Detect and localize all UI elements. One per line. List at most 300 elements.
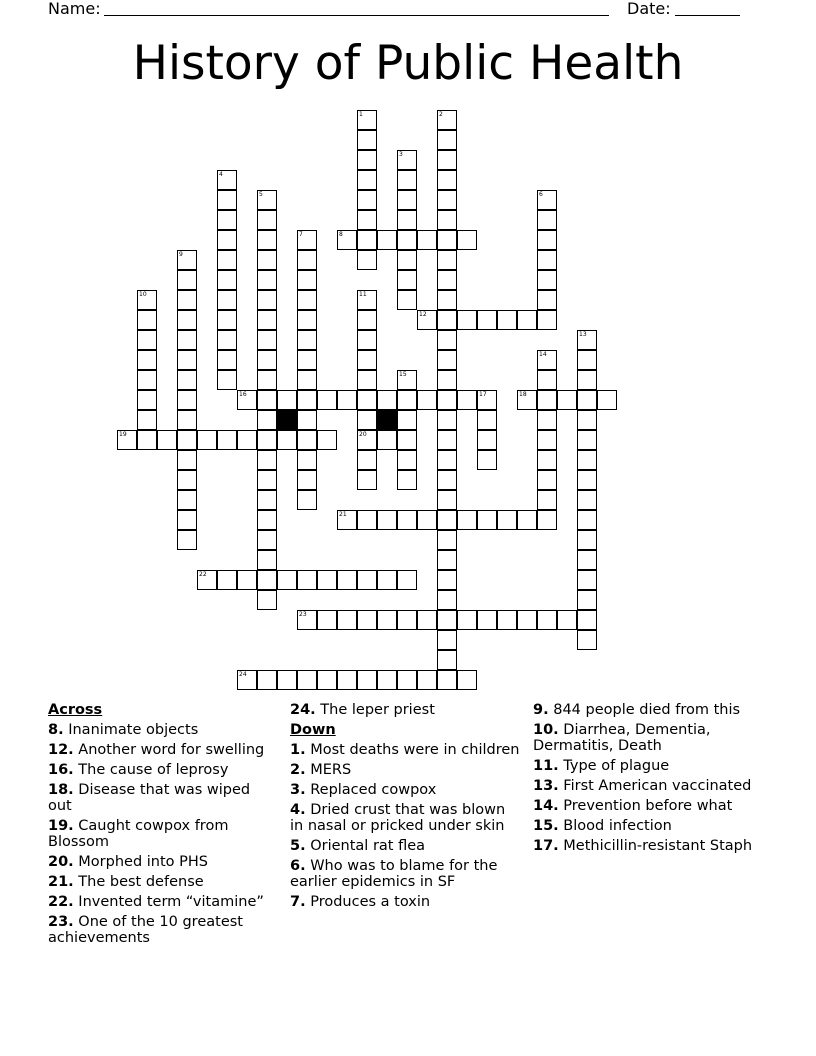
clues-column-3	[533, 702, 773, 858]
grid-cell[interactable]	[257, 390, 277, 410]
black-cell	[277, 410, 297, 430]
clue-number: 8.	[48, 722, 64, 738]
across-clue	[48, 818, 278, 850]
grid-cell[interactable]	[217, 330, 237, 350]
clue-number-5: 5	[259, 191, 263, 198]
grid-cell[interactable]	[437, 490, 457, 510]
grid-cell[interactable]	[517, 510, 537, 530]
grid-cell[interactable]	[237, 570, 257, 590]
grid-cell[interactable]	[437, 150, 457, 170]
clue-number: 19.	[48, 818, 74, 834]
grid-cell[interactable]	[297, 670, 317, 690]
grid-cell[interactable]	[577, 510, 597, 530]
grid-cell[interactable]	[177, 450, 197, 470]
grid-cell[interactable]	[477, 510, 497, 530]
clue-number-24: 24	[239, 671, 247, 678]
grid-cell[interactable]	[437, 470, 457, 490]
clue-number-8: 8	[339, 231, 343, 238]
grid-cell[interactable]	[357, 350, 377, 370]
grid-cell[interactable]	[477, 410, 497, 430]
grid-cell[interactable]	[437, 310, 457, 330]
grid-cell[interactable]	[497, 510, 517, 530]
grid-cell[interactable]	[357, 450, 377, 470]
grid-cell[interactable]	[257, 450, 277, 470]
grid-cell[interactable]	[377, 430, 397, 450]
clue-number-16: 16	[239, 391, 247, 398]
clue-number: 5.	[290, 838, 306, 854]
grid-cell[interactable]	[257, 470, 277, 490]
grid-cell[interactable]	[497, 610, 517, 630]
grid-cell[interactable]	[577, 570, 597, 590]
across-clues	[48, 722, 278, 946]
grid-cell[interactable]	[177, 410, 197, 430]
grid-cell[interactable]	[577, 410, 597, 430]
grid-cell[interactable]	[557, 610, 577, 630]
grid-cell[interactable]	[457, 510, 477, 530]
grid-cell[interactable]	[217, 250, 237, 270]
grid-cell[interactable]	[177, 490, 197, 510]
grid-cell[interactable]	[417, 610, 437, 630]
clue-text: Diarrhea, Dementia, Dermatitis, Death	[533, 722, 711, 754]
grid-cell[interactable]	[577, 350, 597, 370]
clue-text: Oriental rat flea	[305, 838, 426, 854]
clue-text: Disease that was wiped out	[48, 782, 251, 814]
grid-cell[interactable]	[217, 210, 237, 230]
grid-cell[interactable]	[357, 510, 377, 530]
clue-number-4: 4	[219, 171, 223, 178]
clue-text: Dried crust that was blown in nasal or pricked under skin	[290, 802, 506, 834]
grid-cell[interactable]	[397, 190, 417, 210]
clue-number-1: 1	[359, 111, 363, 118]
across-clue	[48, 742, 278, 758]
grid-cell[interactable]	[297, 330, 317, 350]
grid-cell[interactable]	[297, 250, 317, 270]
grid-cell[interactable]	[357, 670, 377, 690]
clue-number: 3.	[290, 782, 306, 798]
down-heading: Down	[290, 722, 336, 738]
grid-cell[interactable]	[397, 410, 417, 430]
grid-cell[interactable]	[577, 590, 597, 610]
clue-number: 1.	[290, 742, 306, 758]
down-clue	[290, 762, 520, 778]
grid-cell[interactable]	[537, 290, 557, 310]
clue-number: 13.	[533, 778, 559, 794]
clue-text: Prevention before what	[558, 798, 733, 814]
grid-cell[interactable]	[477, 610, 497, 630]
grid-cell[interactable]	[297, 270, 317, 290]
clue-number: 17.	[533, 838, 559, 854]
clue-text: The best defense	[73, 874, 204, 890]
grid-cell[interactable]	[437, 250, 457, 270]
grid-cell[interactable]	[357, 330, 377, 350]
grid-cell[interactable]	[397, 230, 417, 250]
grid-cell[interactable]	[297, 390, 317, 410]
grid-cell[interactable]	[337, 390, 357, 410]
clue-text: MERS	[305, 762, 352, 778]
grid-cell[interactable]	[257, 330, 277, 350]
black-cell	[377, 410, 397, 430]
grid-cell[interactable]	[217, 190, 237, 210]
grid-cell[interactable]	[397, 610, 417, 630]
grid-cell[interactable]	[177, 350, 197, 370]
grid-cell[interactable]	[137, 330, 157, 350]
grid-cell[interactable]	[377, 510, 397, 530]
grid-cell[interactable]	[357, 190, 377, 210]
grid-cell[interactable]	[277, 390, 297, 410]
down-clue	[290, 802, 520, 834]
grid-cell[interactable]	[397, 290, 417, 310]
down-clue	[533, 722, 773, 754]
grid-cell[interactable]	[577, 530, 597, 550]
grid-cell[interactable]	[517, 610, 537, 630]
grid-cell[interactable]	[437, 510, 457, 530]
grid-cell[interactable]	[297, 430, 317, 450]
clue-text: Type of plague	[558, 758, 670, 774]
grid-cell[interactable]	[377, 230, 397, 250]
grid-cell[interactable]	[537, 430, 557, 450]
grid-cell[interactable]	[177, 510, 197, 530]
down-clue	[290, 894, 520, 910]
grid-cell[interactable]	[477, 450, 497, 470]
clue-number: 18.	[48, 782, 74, 798]
grid-cell[interactable]	[257, 430, 277, 450]
grid-cell[interactable]	[177, 470, 197, 490]
clue-text: Most deaths were in children	[305, 742, 520, 758]
grid-cell[interactable]	[257, 350, 277, 370]
grid-cell[interactable]	[177, 330, 197, 350]
grid-cell[interactable]	[437, 430, 457, 450]
grid-cell[interactable]	[337, 570, 357, 590]
clue-text: The cause of leprosy	[73, 762, 229, 778]
grid-cell[interactable]	[357, 210, 377, 230]
grid-cell[interactable]	[477, 430, 497, 450]
grid-cell[interactable]	[537, 270, 557, 290]
grid-cell[interactable]	[577, 390, 597, 410]
grid-cell[interactable]	[257, 210, 277, 230]
grid-cell[interactable]	[257, 490, 277, 510]
grid-cell[interactable]	[397, 510, 417, 530]
grid-cell[interactable]	[137, 350, 157, 370]
clue-number: 15.	[533, 818, 559, 834]
grid-cell[interactable]	[177, 430, 197, 450]
grid-cell[interactable]	[577, 450, 597, 470]
grid-cell[interactable]	[417, 390, 437, 410]
grid-cell[interactable]	[577, 490, 597, 510]
clue-text: Morphed into PHS	[73, 854, 209, 870]
grid-cell[interactable]	[437, 170, 457, 190]
clue-text: First American vaccinated	[558, 778, 752, 794]
grid-cell[interactable]	[397, 570, 417, 590]
grid-cell[interactable]	[297, 470, 317, 490]
grid-cell[interactable]	[437, 570, 457, 590]
clue-number-20: 20	[359, 431, 367, 438]
grid-cell[interactable]	[537, 410, 557, 430]
clue-text: Produces a toxin	[305, 894, 431, 910]
grid-cell[interactable]	[437, 270, 457, 290]
grid-cell[interactable]	[437, 590, 457, 610]
across-clue	[48, 854, 278, 870]
grid-cell[interactable]	[537, 250, 557, 270]
grid-cell[interactable]	[357, 370, 377, 390]
down-clue	[290, 742, 520, 758]
grid-cell[interactable]	[557, 390, 577, 410]
grid-cell[interactable]	[537, 390, 557, 410]
down-clue	[533, 758, 773, 774]
grid-cell[interactable]	[357, 150, 377, 170]
down-clue	[290, 838, 520, 854]
grid-cell[interactable]	[297, 350, 317, 370]
grid-cell[interactable]	[537, 610, 557, 630]
grid-cell[interactable]	[177, 310, 197, 330]
grid-cell[interactable]	[257, 310, 277, 330]
clue-number-23: 23	[299, 611, 307, 618]
grid-cell[interactable]	[257, 570, 277, 590]
grid-cell[interactable]	[257, 410, 277, 430]
grid-cell[interactable]	[217, 270, 237, 290]
grid-cell[interactable]	[437, 630, 457, 650]
grid-cell[interactable]	[137, 430, 157, 450]
grid-cell[interactable]	[457, 670, 477, 690]
grid-cell[interactable]	[457, 610, 477, 630]
grid-cell[interactable]	[577, 630, 597, 650]
grid-cell[interactable]	[257, 370, 277, 390]
grid-cell[interactable]	[497, 310, 517, 330]
grid-cell[interactable]	[437, 390, 457, 410]
grid-cell[interactable]	[337, 670, 357, 690]
clue-number-22: 22	[199, 571, 207, 578]
grid-cell[interactable]	[377, 570, 397, 590]
grid-cell[interactable]	[397, 210, 417, 230]
grid-cell[interactable]	[177, 390, 197, 410]
grid-cell[interactable]	[397, 170, 417, 190]
grid-cell[interactable]	[417, 230, 437, 250]
grid-cell[interactable]	[377, 390, 397, 410]
grid-cell[interactable]	[397, 270, 417, 290]
grid-cell[interactable]	[437, 610, 457, 630]
grid-cell[interactable]	[397, 390, 417, 410]
clue-text: The leper priest	[315, 702, 435, 718]
grid-cell[interactable]	[217, 570, 237, 590]
grid-cell[interactable]	[257, 290, 277, 310]
grid-cell[interactable]	[577, 430, 597, 450]
grid-cell[interactable]	[297, 370, 317, 390]
grid-cell[interactable]	[437, 290, 457, 310]
grid-cell[interactable]	[277, 570, 297, 590]
grid-cell[interactable]	[357, 170, 377, 190]
clue-number-14: 14	[539, 351, 547, 358]
grid-cell[interactable]	[537, 370, 557, 390]
grid-cell[interactable]	[277, 430, 297, 450]
grid-cell[interactable]	[257, 590, 277, 610]
grid-cell[interactable]	[437, 190, 457, 210]
grid-cell[interactable]	[177, 270, 197, 290]
grid-cell[interactable]	[397, 250, 417, 270]
grid-cell[interactable]	[337, 610, 357, 630]
grid-cell[interactable]	[297, 570, 317, 590]
across-clue	[48, 722, 278, 738]
grid-cell[interactable]	[257, 270, 277, 290]
grid-cell[interactable]	[177, 290, 197, 310]
grid-cell[interactable]	[437, 530, 457, 550]
grid-cell[interactable]	[437, 370, 457, 390]
across-clue	[48, 914, 278, 946]
grid-cell[interactable]	[537, 450, 557, 470]
grid-cell[interactable]	[217, 290, 237, 310]
grid-cell[interactable]	[137, 410, 157, 430]
grid-cell[interactable]	[397, 670, 417, 690]
grid-cell[interactable]	[437, 410, 457, 430]
grid-cell[interactable]	[417, 670, 437, 690]
grid-cell[interactable]	[217, 310, 237, 330]
clue-number-6: 6	[539, 191, 543, 198]
grid-cell[interactable]	[417, 510, 437, 530]
clue-number: 14.	[533, 798, 559, 814]
grid-cell[interactable]	[317, 390, 337, 410]
clue-text: Caught cowpox from Blossom	[48, 818, 229, 850]
clue-number-7: 7	[299, 231, 303, 238]
grid-cell[interactable]	[577, 550, 597, 570]
down-clue	[533, 702, 773, 718]
grid-cell[interactable]	[237, 430, 257, 450]
clue-number: 6.	[290, 858, 306, 874]
clue-number-11: 11	[359, 291, 367, 298]
across-clue	[48, 782, 278, 814]
grid-cell[interactable]	[357, 470, 377, 490]
grid-cell[interactable]	[537, 470, 557, 490]
across-clue	[48, 762, 278, 778]
grid-cell[interactable]	[537, 210, 557, 230]
grid-cell[interactable]	[437, 550, 457, 570]
across-clue	[48, 894, 278, 910]
grid-cell[interactable]	[257, 250, 277, 270]
clues-column-2	[290, 702, 520, 914]
grid-cell[interactable]	[357, 310, 377, 330]
grid-cell[interactable]	[437, 450, 457, 470]
grid-cell[interactable]	[517, 310, 537, 330]
down-clue	[533, 818, 773, 834]
grid-cell[interactable]	[397, 430, 417, 450]
grid-cell[interactable]	[437, 230, 457, 250]
grid-cell[interactable]	[537, 310, 557, 330]
grid-cell[interactable]	[257, 670, 277, 690]
clue-number-17: 17	[479, 391, 487, 398]
clue-number-10: 10	[139, 291, 147, 298]
clue-number: 24.	[290, 702, 316, 718]
grid-cell[interactable]	[257, 550, 277, 570]
grid-cell[interactable]	[437, 650, 457, 670]
name-label: Name:	[48, 0, 101, 18]
grid-cell[interactable]	[297, 310, 317, 330]
grid-cell[interactable]	[137, 390, 157, 410]
grid-cell[interactable]	[357, 570, 377, 590]
grid-cell[interactable]	[577, 470, 597, 490]
clue-text: Replaced cowpox	[305, 782, 437, 798]
grid-cell[interactable]	[137, 370, 157, 390]
grid-cell[interactable]	[437, 130, 457, 150]
clue-text: Another word for swelling	[73, 742, 265, 758]
grid-cell[interactable]	[197, 430, 217, 450]
grid-cell[interactable]	[317, 430, 337, 450]
grid-cell[interactable]	[537, 490, 557, 510]
clue-text: Inanimate objects	[63, 722, 199, 738]
grid-cell[interactable]	[537, 230, 557, 250]
clues-column-1	[48, 702, 278, 950]
grid-cell[interactable]	[377, 670, 397, 690]
grid-cell[interactable]	[357, 410, 377, 430]
grid-cell[interactable]	[577, 370, 597, 390]
grid-cell[interactable]	[457, 230, 477, 250]
clue-text: Blood infection	[558, 818, 672, 834]
grid-cell[interactable]	[457, 310, 477, 330]
grid-cell[interactable]	[217, 230, 237, 250]
grid-cell[interactable]	[317, 610, 337, 630]
grid-cell[interactable]	[597, 390, 617, 410]
clue-number: 22.	[48, 894, 74, 910]
grid-cell[interactable]	[297, 290, 317, 310]
clue-text: 844 people died from this	[548, 702, 741, 718]
grid-cell[interactable]	[157, 430, 177, 450]
grid-cell[interactable]	[357, 250, 377, 270]
grid-cell[interactable]	[177, 530, 197, 550]
grid-cell[interactable]	[297, 490, 317, 510]
grid-cell[interactable]	[357, 230, 377, 250]
grid-cell[interactable]	[257, 510, 277, 530]
clue-number: 10.	[533, 722, 559, 738]
grid-cell[interactable]	[317, 670, 337, 690]
grid-cell[interactable]	[217, 370, 237, 390]
grid-cell[interactable]	[437, 670, 457, 690]
grid-cell[interactable]	[377, 610, 397, 630]
down-clue	[533, 778, 773, 794]
grid-cell[interactable]	[477, 310, 497, 330]
across-clue	[48, 874, 278, 890]
grid-cell[interactable]	[277, 670, 297, 690]
grid-cell[interactable]	[257, 530, 277, 550]
grid-cell[interactable]	[397, 470, 417, 490]
grid-cell[interactable]	[437, 210, 457, 230]
clue-number-3: 3	[399, 151, 403, 158]
grid-cell[interactable]	[297, 410, 317, 430]
down-clues	[290, 742, 520, 910]
grid-cell[interactable]	[537, 510, 557, 530]
grid-cell[interactable]	[577, 610, 597, 630]
grid-cell[interactable]	[257, 230, 277, 250]
grid-cell[interactable]	[177, 370, 197, 390]
grid-cell[interactable]	[317, 570, 337, 590]
grid-cell[interactable]	[357, 390, 377, 410]
clue-number: 11.	[533, 758, 559, 774]
across-heading: Across	[48, 702, 103, 718]
clue-number-2: 2	[439, 111, 443, 118]
clue-number-21: 21	[339, 511, 347, 518]
date-label: Date:	[627, 0, 671, 18]
grid-cell[interactable]	[437, 350, 457, 370]
clue-number: 4.	[290, 802, 306, 818]
clue-number: 20.	[48, 854, 74, 870]
grid-cell[interactable]	[297, 450, 317, 470]
grid-cell[interactable]	[217, 350, 237, 370]
grid-cell[interactable]	[137, 310, 157, 330]
clue-text: Methicillin-resistant Staph	[558, 838, 753, 854]
grid-cell[interactable]	[357, 610, 377, 630]
grid-cell[interactable]	[457, 390, 477, 410]
across-clue	[290, 702, 520, 718]
clue-number-12: 12	[419, 311, 427, 318]
grid-cell[interactable]	[397, 450, 417, 470]
grid-cell[interactable]	[437, 330, 457, 350]
grid-cell[interactable]	[217, 430, 237, 450]
grid-cell[interactable]	[357, 130, 377, 150]
